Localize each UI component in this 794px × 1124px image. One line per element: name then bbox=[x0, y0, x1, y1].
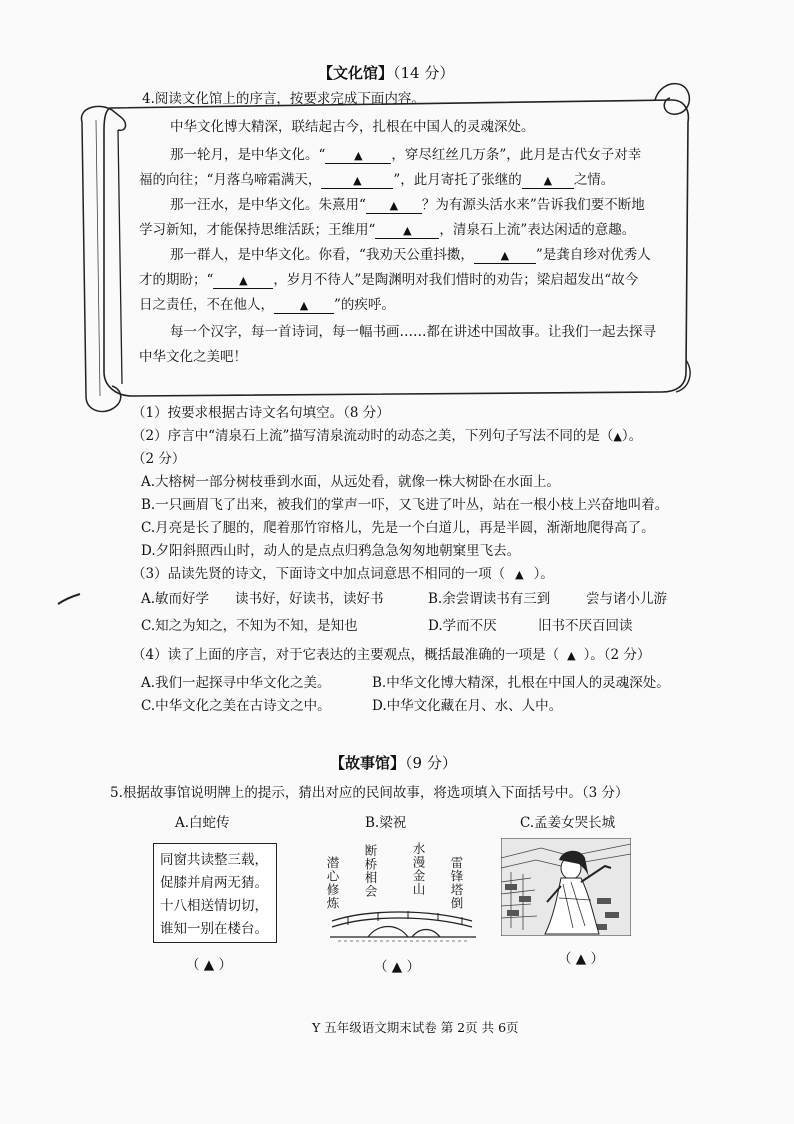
preface-text: 之情。 bbox=[573, 172, 615, 188]
culture-score: （14 分） bbox=[393, 64, 455, 82]
fill-blank-1[interactable] bbox=[325, 148, 391, 164]
vertical-word-2: 断桥相会 bbox=[363, 844, 378, 898]
option-3b-2: 尝与诸小儿游 bbox=[586, 591, 667, 607]
fill-blank-8[interactable] bbox=[274, 298, 334, 314]
pen-mark bbox=[56, 592, 82, 606]
preface-text: 福的向往；“月落乌啼霜满天， bbox=[139, 172, 322, 188]
sub-question-4 bbox=[132, 647, 650, 663]
sub-question-4-end: ）。（2 分） bbox=[583, 647, 651, 663]
story-title: 【故事馆】 bbox=[330, 754, 406, 772]
story-option-a: A.白蛇传 bbox=[175, 815, 230, 831]
vertical-word-3: 水漫金山 bbox=[411, 842, 426, 896]
answer-paren-a[interactable]: （ ▲ ） bbox=[186, 957, 232, 973]
poem-line: 同窗共读整三载， bbox=[160, 852, 268, 868]
option-3b-1: B.余尝谓读书有三到 bbox=[428, 591, 551, 607]
option-4c: C.中华文化之美在古诗文之中。 bbox=[141, 698, 331, 714]
poem-line: 促膝并肩两无猜。 bbox=[160, 875, 268, 891]
poem-line: 谁知一别在楼台。 bbox=[160, 921, 268, 937]
preface-line-6 bbox=[170, 247, 651, 264]
fill-blank-7[interactable] bbox=[213, 273, 273, 289]
poem-box bbox=[153, 843, 277, 943]
preface-line-2 bbox=[170, 147, 641, 164]
culture-title: 【文化馆】 bbox=[318, 64, 394, 82]
answer-slot-3[interactable]: ▲ bbox=[515, 568, 524, 581]
fill-blank-2[interactable] bbox=[321, 173, 393, 189]
preface-line-4 bbox=[170, 197, 645, 214]
preface-text: ”，此月寄托了张继的 bbox=[393, 172, 522, 188]
preface-text: ，岁月不待人”是陶渊明对我们惜时的劝告；梁启超发出“故今 bbox=[273, 272, 639, 288]
preface-line-10: 中华文化之美吧！ bbox=[139, 349, 247, 365]
sub-question-3 bbox=[132, 566, 554, 582]
story-score: （9 分） bbox=[405, 754, 457, 772]
preface-text: 那一汪水，是中华文化。朱熹用“ bbox=[170, 197, 366, 213]
preface-line-3 bbox=[139, 172, 614, 189]
fill-blank-3[interactable] bbox=[522, 173, 574, 189]
option-3d-2: 旧书不厌百回读 bbox=[538, 618, 633, 634]
vertical-word-4: 雷锋塔倒 bbox=[449, 856, 464, 910]
vertical-word-1: 潜心修炼 bbox=[325, 856, 340, 910]
answer-slot-2[interactable]: ▲ bbox=[613, 430, 622, 443]
preface-text: 日之责任，不在他人， bbox=[139, 297, 274, 313]
option-2c: C.月亮是长了腿的，爬着那竹帘格儿，先是一个白道儿，再是半圆，渐渐地爬得高了。 bbox=[141, 520, 655, 536]
answer-paren-b[interactable]: （ ▲ ） bbox=[374, 959, 420, 975]
fill-blank-4[interactable] bbox=[366, 198, 422, 214]
triangle-marker: ▲ bbox=[389, 199, 399, 212]
preface-text: 学习新知，才能保持思维活跃；王维用“ bbox=[139, 222, 376, 238]
triangle-marker: ▲ bbox=[500, 249, 510, 262]
poem-line: 十八相送情切切， bbox=[160, 898, 268, 914]
preface-line-5 bbox=[139, 222, 635, 239]
preface-text: 才的期盼；“ bbox=[139, 272, 214, 288]
bridge-illustration bbox=[328, 905, 478, 945]
triangle-marker: ▲ bbox=[299, 299, 309, 312]
preface-text: ，穿尽红丝几万条”，此月是古代女子对幸 bbox=[391, 147, 642, 163]
option-2b: B.一只画眉飞了出来，被我们的掌声一吓，又飞进了叶丛，站在一根小枝上兴奋地叫着。 bbox=[141, 497, 669, 513]
fill-blank-5[interactable] bbox=[375, 223, 439, 239]
preface-text: ”的疾呼。 bbox=[334, 297, 395, 313]
page-footer: Y 五年级语文期末试卷 第 2页 共 6页 bbox=[312, 1020, 519, 1035]
story-option-b: B.梁祝 bbox=[365, 815, 407, 831]
preface-text: ？为有源头活水来”告诉我们要不断地 bbox=[421, 197, 645, 213]
sub-question-3-text: （3）品读先贤的诗文，下面诗文中加点词意思不相同的一项（ bbox=[132, 566, 506, 582]
option-4b: B.中华文化博大精深，扎根在中国人的灵魂深处。 bbox=[372, 675, 670, 691]
story-option-c: C.孟姜女哭长城 bbox=[520, 815, 616, 831]
fill-blank-6[interactable] bbox=[474, 248, 536, 264]
preface-text: 那一群人，是中华文化。你看，“我劝天公重抖擞， bbox=[170, 247, 474, 263]
sub-question-2-score: （2 分） bbox=[132, 451, 186, 467]
question-4-stem: 4.阅读文化馆上的序言，按要求完成下面内容。 bbox=[142, 91, 425, 107]
question-5-stem: 5.根据故事馆说明牌上的提示，猜出对应的民间故事，将选项填入下面括号中。（3 分） bbox=[110, 785, 629, 801]
triangle-marker: ▲ bbox=[543, 174, 553, 187]
triangle-marker: ▲ bbox=[353, 174, 362, 187]
option-3c-1: C.知之为知之，不知为不知，是知也 bbox=[141, 618, 358, 634]
sub-question-2-text: （2）序言中“清泉石上流”描写清泉流动时的动态之美，下列句子写法不同的是（ bbox=[132, 428, 614, 444]
meng-jiangnu-picture bbox=[501, 838, 631, 936]
story-section-title bbox=[330, 754, 457, 772]
sub-question-2-end: ）。 bbox=[621, 428, 643, 444]
option-4d: D.中华文化藏在月、水、人中。 bbox=[372, 698, 563, 714]
preface-text: 那一轮月，是中华文化。“ bbox=[170, 147, 326, 163]
sub-question-2 bbox=[132, 428, 642, 444]
preface-line-7 bbox=[139, 272, 638, 289]
triangle-marker: ▲ bbox=[354, 149, 363, 162]
sub-question-3-end: ）。 bbox=[533, 566, 554, 582]
preface-text: ，清泉石上流”表达闲适的意趣。 bbox=[439, 222, 636, 238]
option-2a: A.大榕树一部分树枝垂到水面，从远处看，就像一株大树卧在水面上。 bbox=[141, 474, 561, 490]
sub-question-1: （1）按要求根据古诗文名句填空。（8 分） bbox=[132, 405, 390, 421]
preface-text: ”是龚自珍对优秀人 bbox=[535, 247, 651, 263]
option-3d-1: D.学而不厌 bbox=[428, 618, 497, 634]
sub-question-4-text: （4）读了上面的序言，对于它表达的主要观点，概括最准确的一项是（ bbox=[132, 647, 560, 663]
answer-slot-4[interactable]: ▲ bbox=[567, 649, 576, 662]
option-3a-1: A.敏而好学 bbox=[141, 591, 210, 607]
preface-line-9: 每一个汉字，每一首诗词，每一幅书画……都在讲述中国故事。让我们一起去探寻 bbox=[170, 324, 656, 340]
preface-line-1: 中华文化博大精深，联结起古今，扎根在中国人的灵魂深处。 bbox=[170, 119, 535, 135]
triangle-marker: ▲ bbox=[239, 274, 248, 287]
preface-line-8 bbox=[139, 297, 395, 314]
triangle-marker: ▲ bbox=[403, 224, 412, 237]
option-3a-2: 读书好，好读书，读好书 bbox=[235, 591, 384, 607]
answer-paren-c[interactable]: （ ▲ ） bbox=[558, 951, 604, 967]
option-2d: D.夕阳斜照西山时，动人的是点点归鸦急急匆匆地朝窠里飞去。 bbox=[141, 543, 521, 559]
option-4a: A.我们一起探寻中华文化之美。 bbox=[141, 675, 331, 691]
